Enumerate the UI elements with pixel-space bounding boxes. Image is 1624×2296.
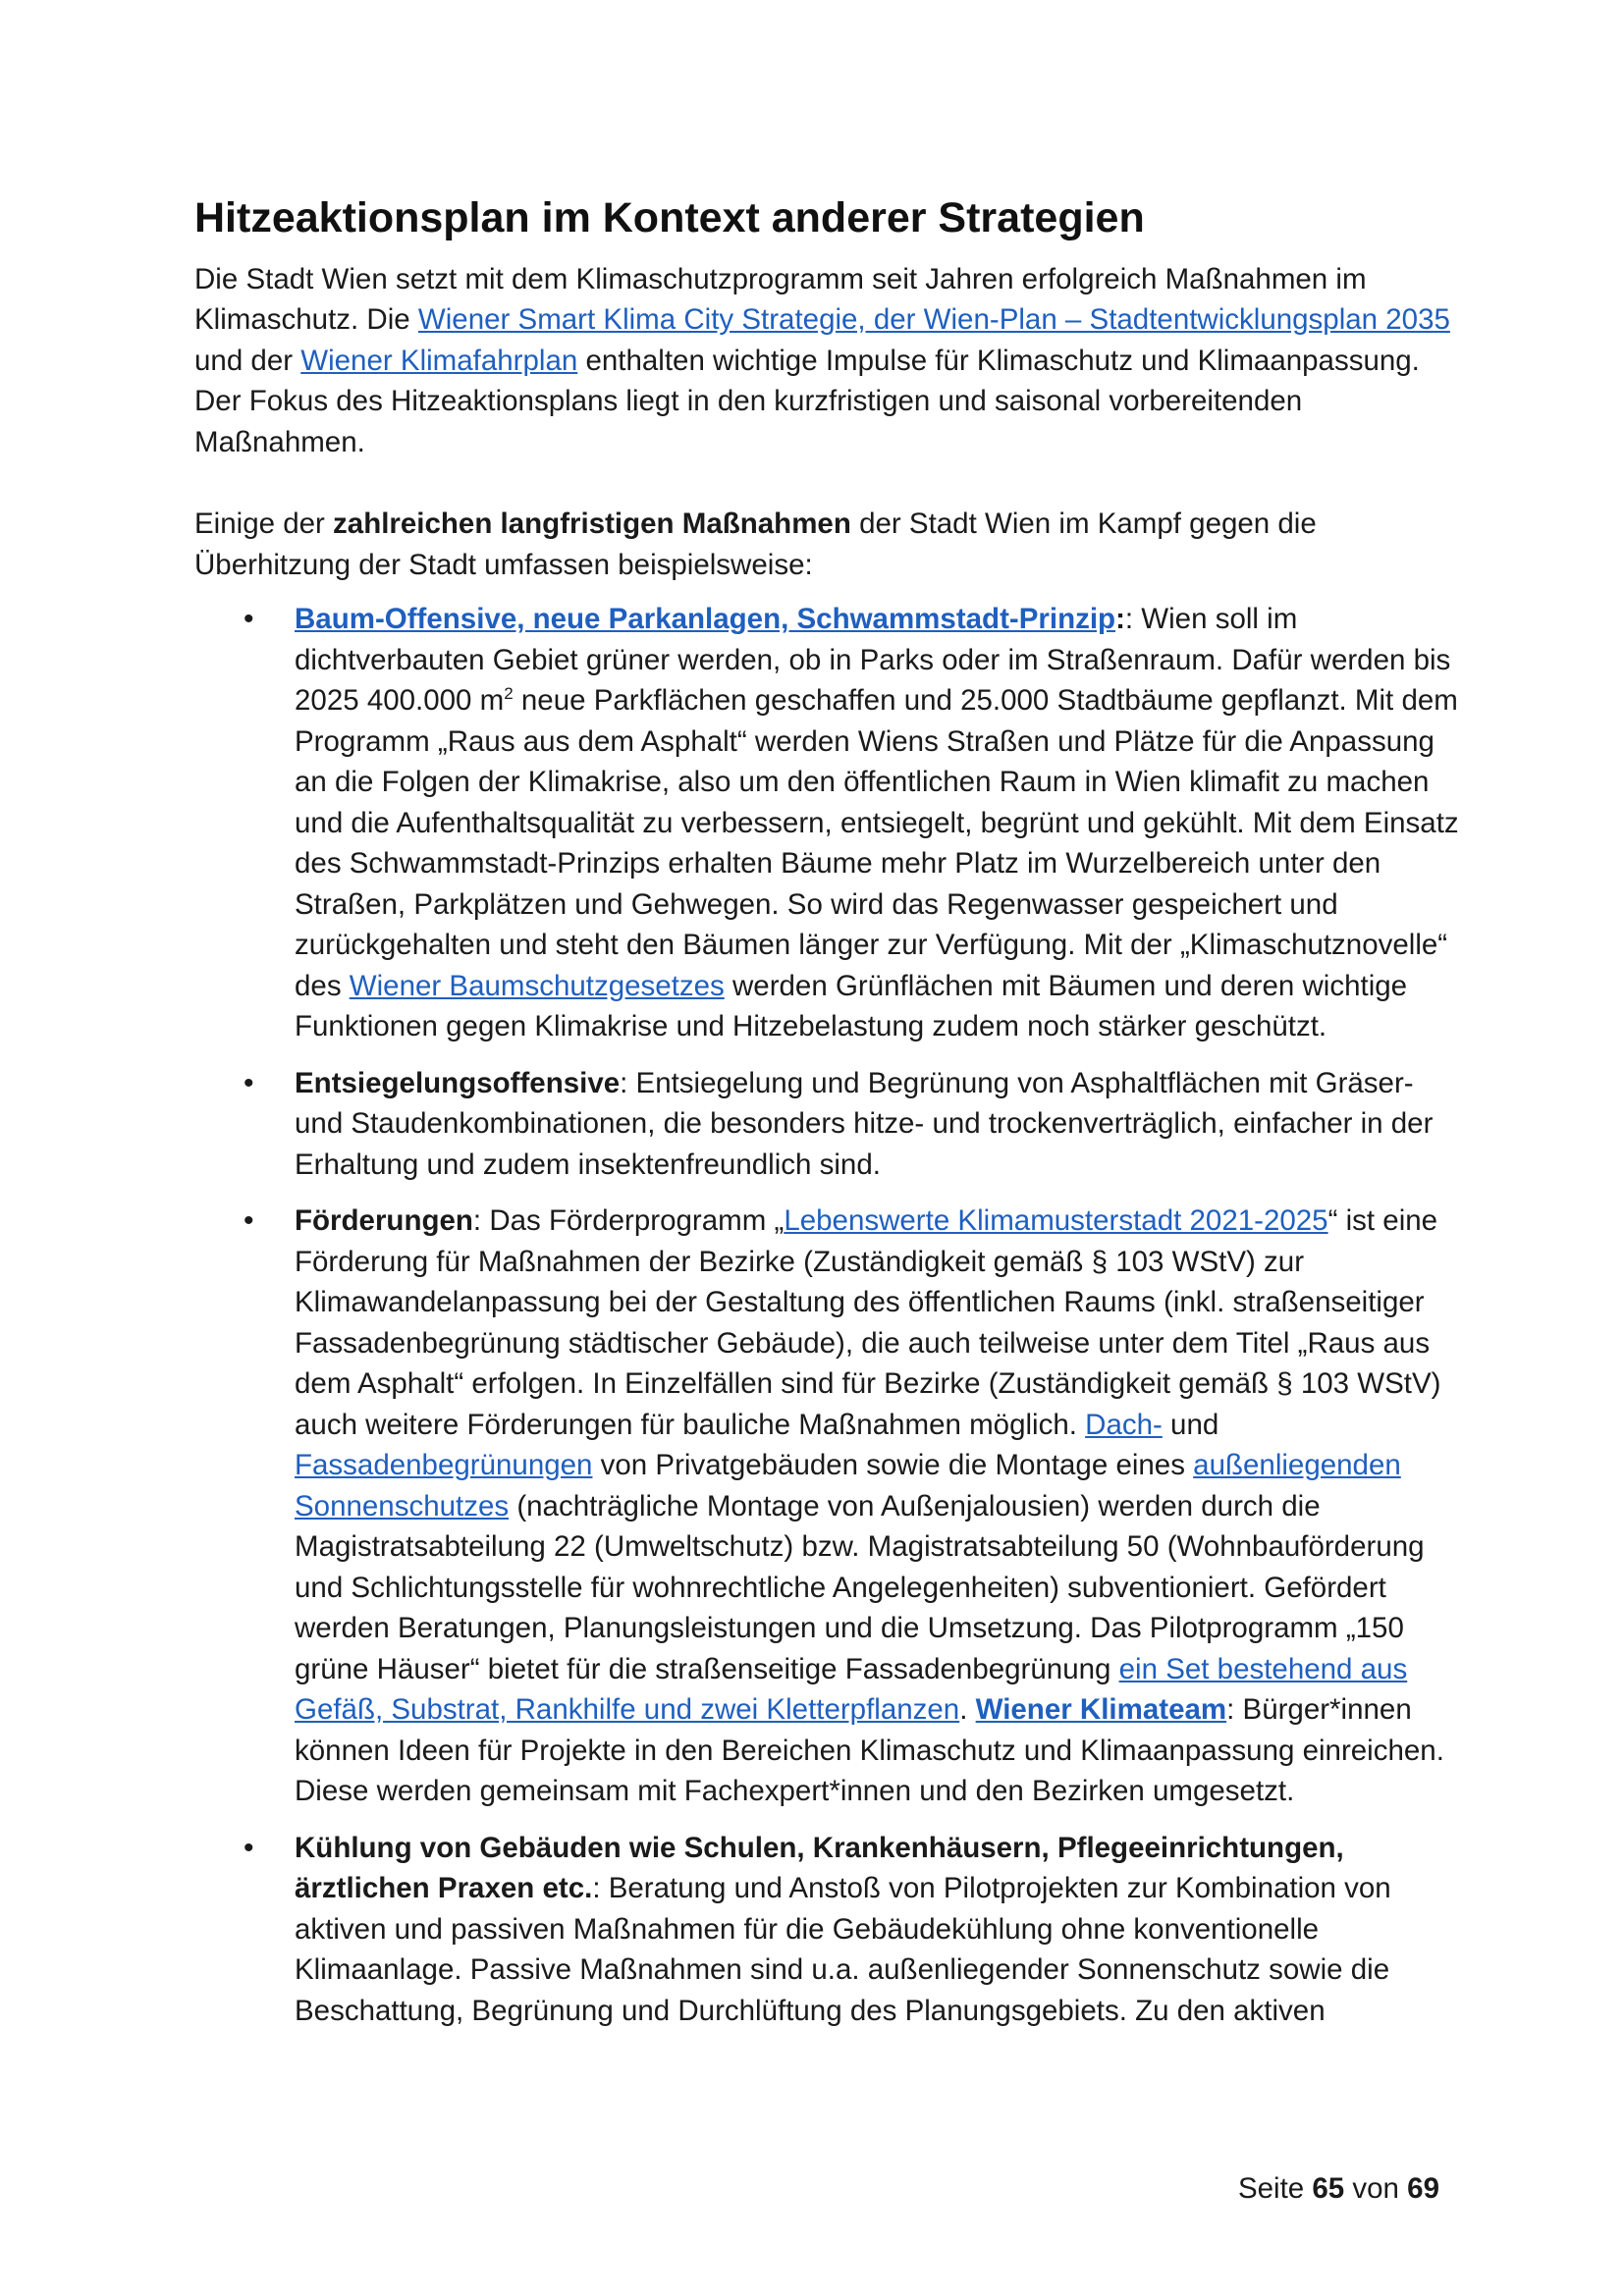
measures-intro-paragraph [194, 504, 1461, 585]
list-item-entsiegelung [194, 1063, 1461, 1186]
link-klimafahrplan[interactable]: Wiener Klimafahrplan [300, 344, 578, 377]
link-wiener-klimateam[interactable]: Wiener Klimateam [975, 1693, 1227, 1727]
measures-list [194, 599, 1461, 2031]
link-fassadenbegruenung[interactable]: Fassadenbegrünungen [295, 1449, 593, 1482]
total-pages: 69 [1407, 2172, 1439, 2205]
text-run: von Privatgebäuden sowie die Montage eines [592, 1449, 1194, 1482]
text-run: . [959, 1693, 976, 1727]
text-run: : Bürger*innen können Ideen für Projekte in den Bereichen Klimaschutz und Klimaanpassung einreichen. Diese werden gemeinsam mit Fachexpert*innen und den Bezirken umgesetzt. [295, 1693, 1444, 1808]
bold-text: zahlreichen langfristigen Maßnahmen [333, 507, 851, 541]
text-run: : Entsiegelung und Begrünung von Asphaltflächen mit Gräser- und Staudenkombinationen, die besonders hitze- und trockenverträglich, einfacher in der Erhaltung und zudem insektenfreundlich sind. [295, 1066, 1434, 1181]
text-run: und der [194, 344, 301, 377]
bullet-icon: • [244, 1831, 254, 1864]
link-set-kletterpflanzen[interactable]: ein Set bestehend aus Gefäß, Substrat, Rankhilfe und zwei Kletterpflanzen [295, 1652, 1408, 1727]
document-page [194, 192, 1461, 2047]
link-klimamusterstadt[interactable]: Lebenswerte Klimamusterstadt 2021-2025 [784, 1204, 1328, 1238]
text-run: “ ist eine Förderung für Maßnahmen der Bezirke (Zuständigkeit gemäß § 103 WStV) zur Klimawandelanpassung bei der Gestaltung des öffentlichen Raums (inkl. straßenseitiger Fassadenbegrünung städtischer Gebäude), die auch teilweise unter dem Titel „Raus aus dem Asphalt“ erfolgen. In Einzelfällen sind für Bezirke (Zuständigkeit gemäß § 103 WStV) auch weitere Förderungen für bauliche Maßnahmen möglich. [295, 1204, 1441, 1441]
text-run: Die Stadt Wien setzt mit dem Klimaschutzprogramm seit Jahren erfolgreich Maßnahmen im Klimaschutz. Die [194, 262, 1367, 337]
list-item-foerderungen [194, 1201, 1461, 1812]
text-run: Einige der [194, 507, 334, 541]
bold-text: Förderungen [295, 1204, 473, 1238]
bold-text: Entsiegelungsoffensive [295, 1066, 621, 1099]
text-run: werden Grünflächen mit Bäumen und deren wichtige Funktionen gegen Klimakrise und Hitzebelastung zudem noch stärker geschützt. [295, 969, 1408, 1043]
link-baum-offensive[interactable]: Baum-Offensive, neue Parkanlagen, Schwammstadt-Prinzip [295, 603, 1116, 636]
page-label: von [1344, 2172, 1408, 2205]
link-sonnenschutz[interactable]: außenliegenden Sonnenschutzes [295, 1449, 1401, 1522]
text-run: (nachträgliche Montage von Außenjalousien) werden durch die Magistratsabteilung 22 (Umweltschutz) bzw. Magistratsabteilung 50 (Wohnbauförderung und Schlichtungsstelle für wohnrechtliche Angelegenheiten) subventioniert. Gefördert werden Beratungen, Planungsleistungen und die Umsetzung. Das Pilotprogramm „150 grüne Häuser“ bietet für die straßenseitige Fassadenbegrünung [295, 1489, 1425, 1685]
link-dachbegruenung[interactable]: Dach- [1085, 1408, 1163, 1441]
current-page: 65 [1312, 2172, 1345, 2205]
link-smart-klima-city[interactable]: Wiener Smart Klima City Strategie, der Wien-Plan – Stadtentwicklungsplan 2035 [417, 303, 1450, 337]
text-run: und [1162, 1408, 1219, 1441]
bullet-icon: • [244, 1066, 254, 1099]
bullet-icon: • [244, 603, 254, 636]
text-run: : Beratung und Anstoß von Pilotprojekten zur Kombination von aktiven und passiven Maßnahmen für die Gebäudekühlung ohne konventionelle Klimaanlage. Passive Maßnahmen sind u.a. außenliegender Sonnenschutz sowie die Beschattung, Begrünung und Durchlüftung des Planungsgebiets. Zu den aktiven [295, 1872, 1391, 2027]
text-run: enthalten wichtige Impulse für Klimaschutz und Klimaanpassung. Der Fokus des Hitzeaktionsplans liegt in den kurzfristigen und saisonal vorbereitenden Maßnahmen. [194, 344, 1420, 458]
text-run: der Stadt Wien im Kampf gegen die Überhitzung der Stadt umfassen beispielsweise: [194, 507, 1317, 581]
superscript: 2 [504, 684, 514, 704]
text-run: : Wien soll im dichtverbauten Gebiet grüner werden, ob in Parks oder im Straßenraum. Dafür werden bis 2025 400.000 m [295, 603, 1451, 718]
link-baumschutzgesetz[interactable]: Wiener Baumschutzgesetzes [349, 969, 725, 1002]
page-number [1238, 2169, 1439, 2209]
text-run: : Das Förderprogramm „ [472, 1204, 785, 1238]
bullet-icon: • [244, 1204, 254, 1238]
list-item-kuehlung [194, 1828, 1461, 2032]
bold-text: : [1115, 603, 1125, 636]
page-label: Seite [1237, 2172, 1313, 2205]
page-title: Hitzeaktionsplan im Kontext anderer Strategien [194, 194, 1145, 241]
text-run: neue Parkflächen geschaffen und 25.000 Stadtbäume gepflanzt. Mit dem Programm „Raus aus dem Asphalt“ werden Wiens Straßen und Plätze für die Anpassung an die Folgen der Klimakrise, also um den öffentlichen Raum in Wien klimafit zu machen und die Aufenthaltsqualität zu verbessern, entsiegelt, begrünt und gekühlt. Mit dem Einsatz des Schwammstadt-Prinzips erhalten Bäume mehr Platz im Wurzelbereich unter den Straßen, Parkplätzen und Gehwegen. So wird das Regenwasser gespeichert und zurückgehalten und steht den Bäumen länger zur Verfügung. Mit der „Klimaschutznovelle“ des [295, 684, 1459, 1002]
list-item-baum-offensive [194, 599, 1461, 1047]
intro-paragraph [194, 259, 1461, 463]
bold-text: Kühlung von Gebäuden wie Schulen, Krankenhäusern, Pflegeeinrichtungen, ärztlichen Praxen etc. [295, 1831, 1344, 1905]
